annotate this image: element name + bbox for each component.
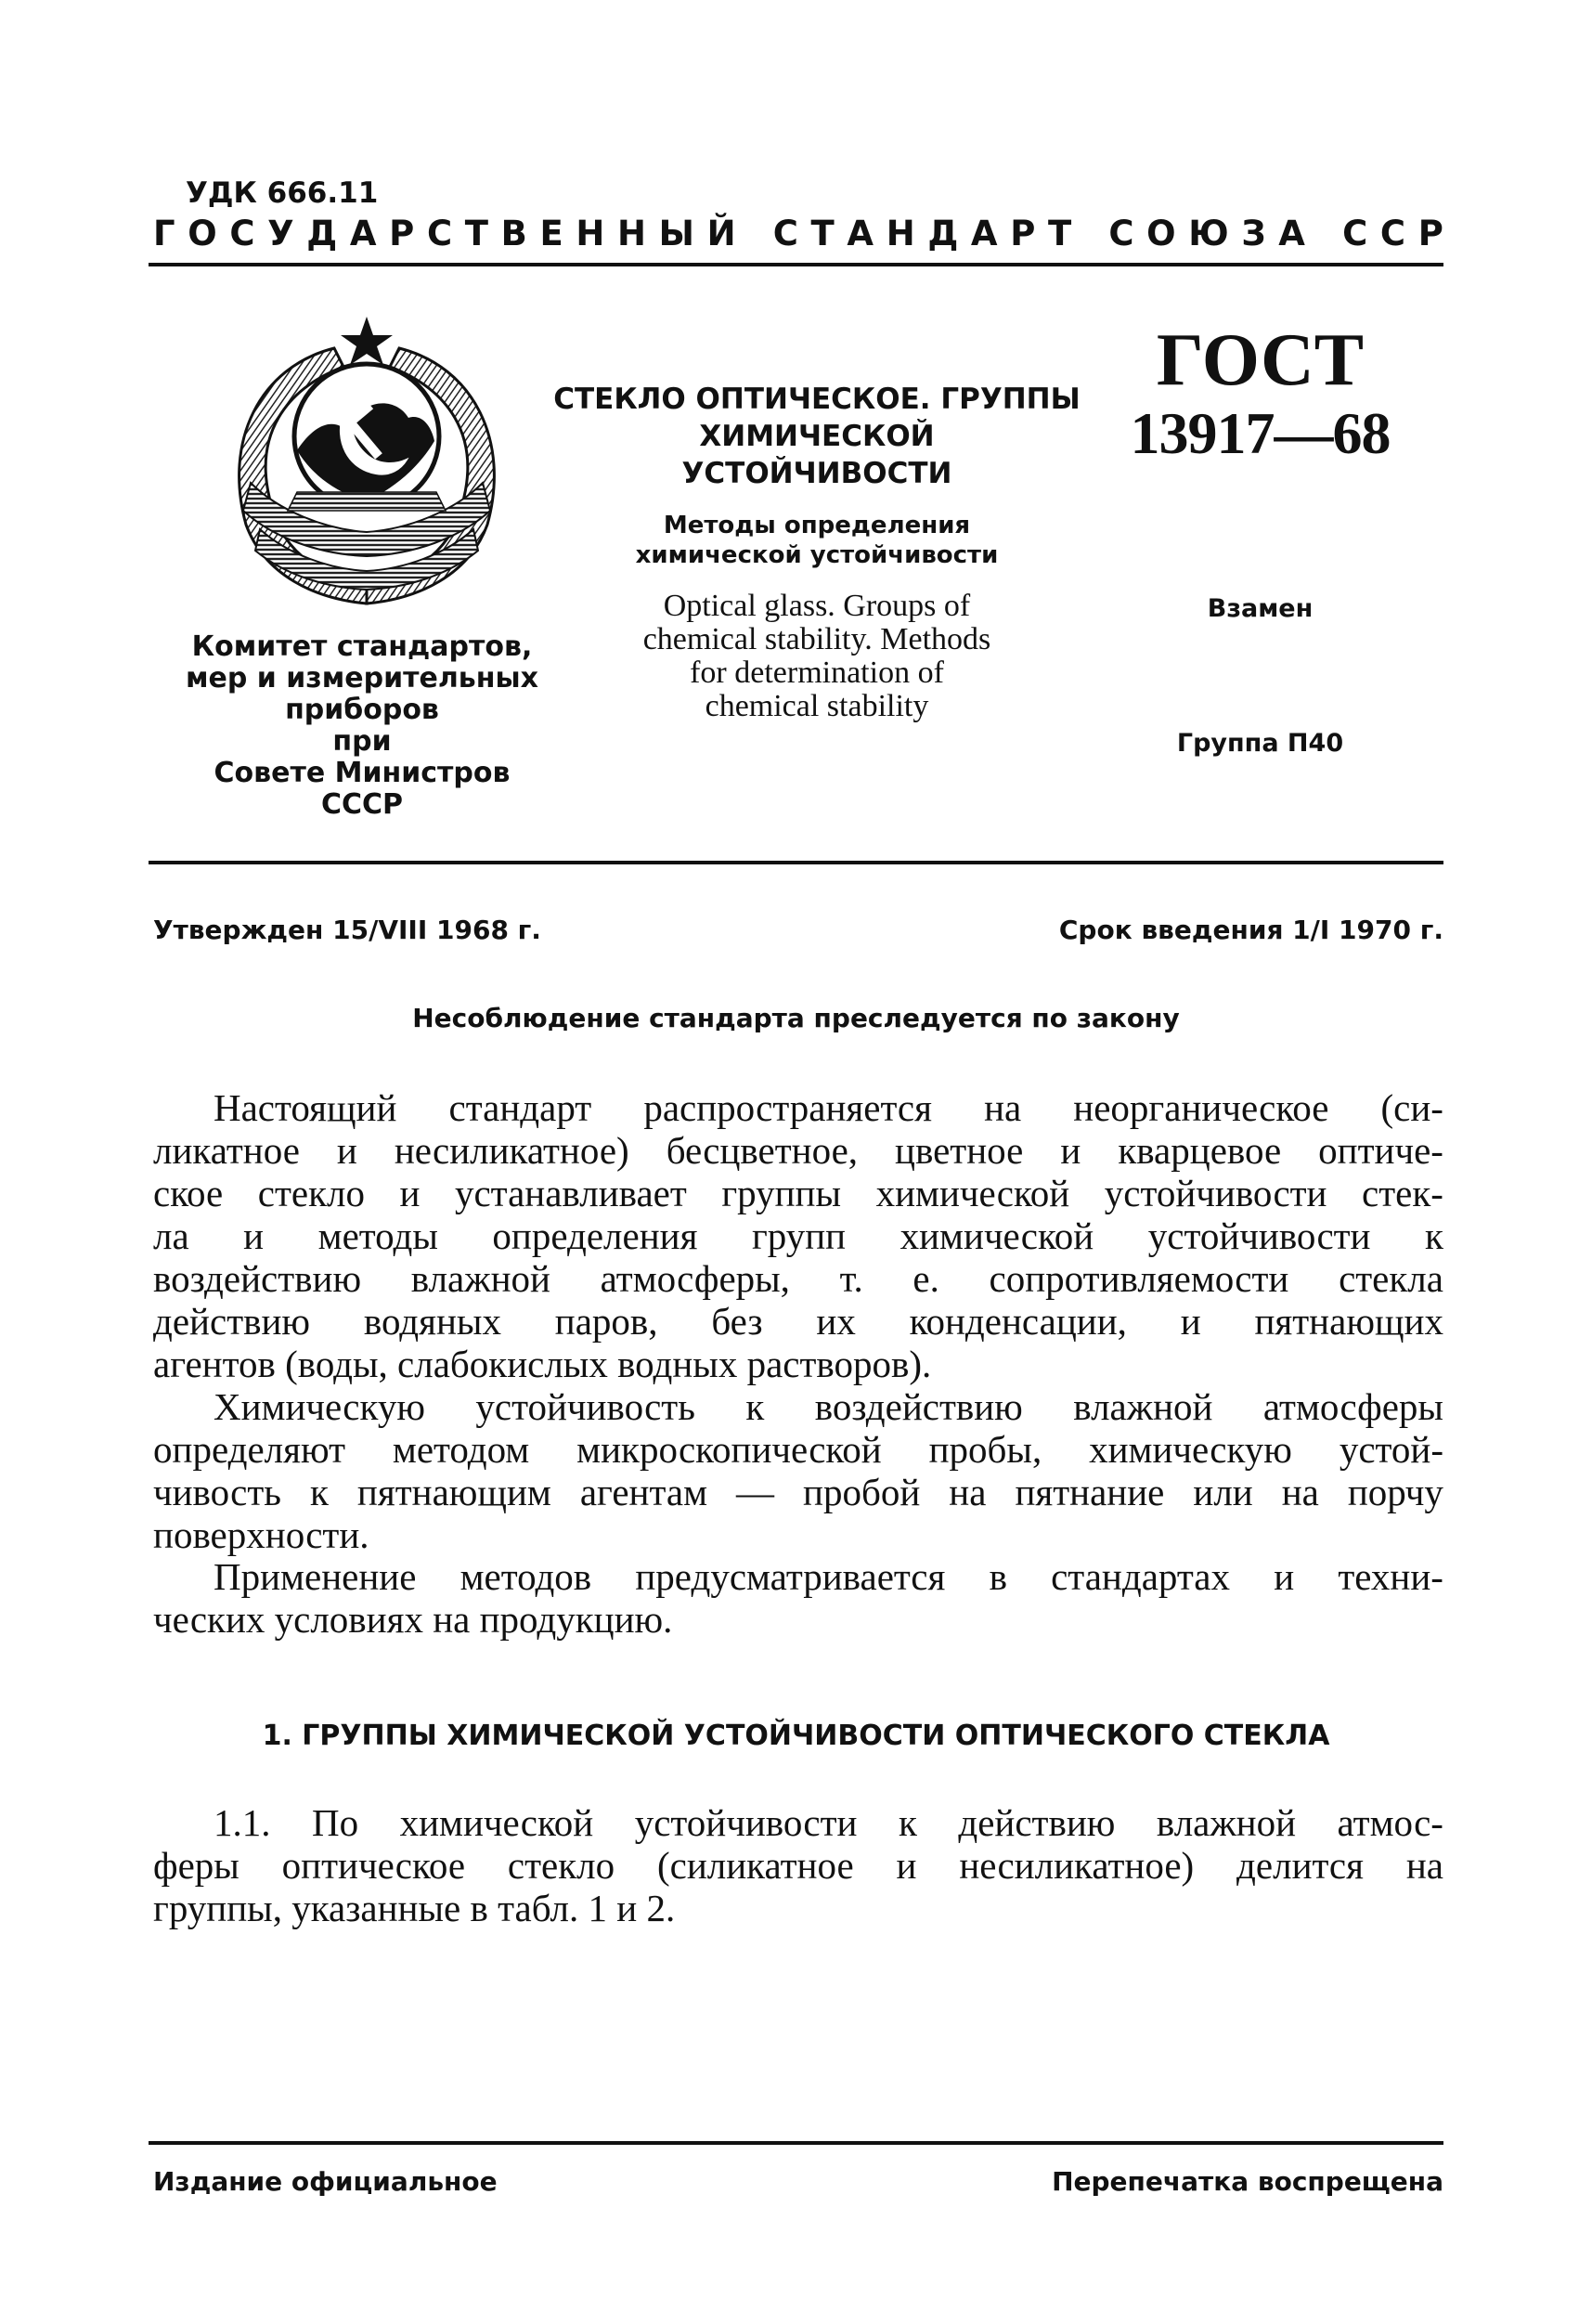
noncompliance-notice: Несоблюдение стандарта преследуется по закону: [412, 1003, 1180, 1033]
intro-paragraph: Настоящий стандарт распространяется на неорганическое (си- ликатное и несиликатное) бесцветное, цветное и кварцевое оптиче- ское стекло и устанавливает группы химической устойчивости стек- ла и методы определения групп химической устойчивости к воздействию влажной атмосферы, т. е. сопротивляемости стекла действию водяных паров, без их конденсации, и пятнающих агентов (воды, слабокислых водных растворов).: [153, 1086, 1443, 1385]
standard-title: СТЕКЛО ОПТИЧЕСКОЕ. ГРУППЫ ХИМИЧЕСКОЙ УСТОЙЧИВОСТИ: [553, 383, 1081, 490]
state-standard-heading: Г О С У Д А Р С Т В Е Н Н Ы Й С Т А Н Д А Р Т С О Ю З А С С Р: [153, 214, 1443, 253]
committee-block: Комитет стандартов, мер и измерительных приборов при Совете Министров СССР: [186, 630, 538, 821]
application-paragraph: Применение методов предусматривается в стандартах и техни- ческих условиях на продукцию.: [153, 1555, 1443, 1641]
section-1-heading: 1. ГРУППЫ ХИМИЧЕСКОЙ УСТОЙЧИВОСТИ ОПТИЧЕСКОГО СТЕКЛА: [262, 1720, 1330, 1752]
effective-date: Срок введения 1/I 1970 г.: [1058, 915, 1443, 945]
standard-subtitle: Методы определения химической устойчивости: [635, 512, 999, 569]
ussr-emblem-icon: [195, 311, 538, 617]
bottom-rule: [149, 2141, 1443, 2145]
udk-code: УДК 666.11: [186, 176, 379, 210]
reprint-prohibited-label: Перепечатка воспрещена: [1052, 2166, 1443, 2197]
gost-label: ГОСТ: [1156, 319, 1365, 401]
group-code: Группа П40: [1176, 729, 1344, 758]
middle-rule: [149, 861, 1443, 864]
top-rule: [149, 263, 1443, 266]
english-title: Optical glass. Groups of chemical stability. Methods for determination of chemical stability: [642, 589, 991, 723]
approval-date: Утвержден 15/VIII 1968 г.: [153, 915, 541, 945]
methods-paragraph: Химическую устойчивость к воздействию влажной атмосферы определяют методом микроскопической пробы, химическую устой- чивость к пятнающим агентам — пробой на пятнание или на порчу поверхности.: [153, 1385, 1443, 1556]
clause-1-1-paragraph: 1.1. По химической устойчивости к действию влажной атмос- феры оптическое стекло (силикатное и несиликатное) делится на группы, указанные в табл. 1 и 2.: [153, 1801, 1443, 1929]
official-edition-label: Издание официальное: [153, 2166, 498, 2197]
replaces-label: Взамен: [1207, 594, 1314, 623]
gost-number: 13917—68: [1130, 400, 1391, 466]
